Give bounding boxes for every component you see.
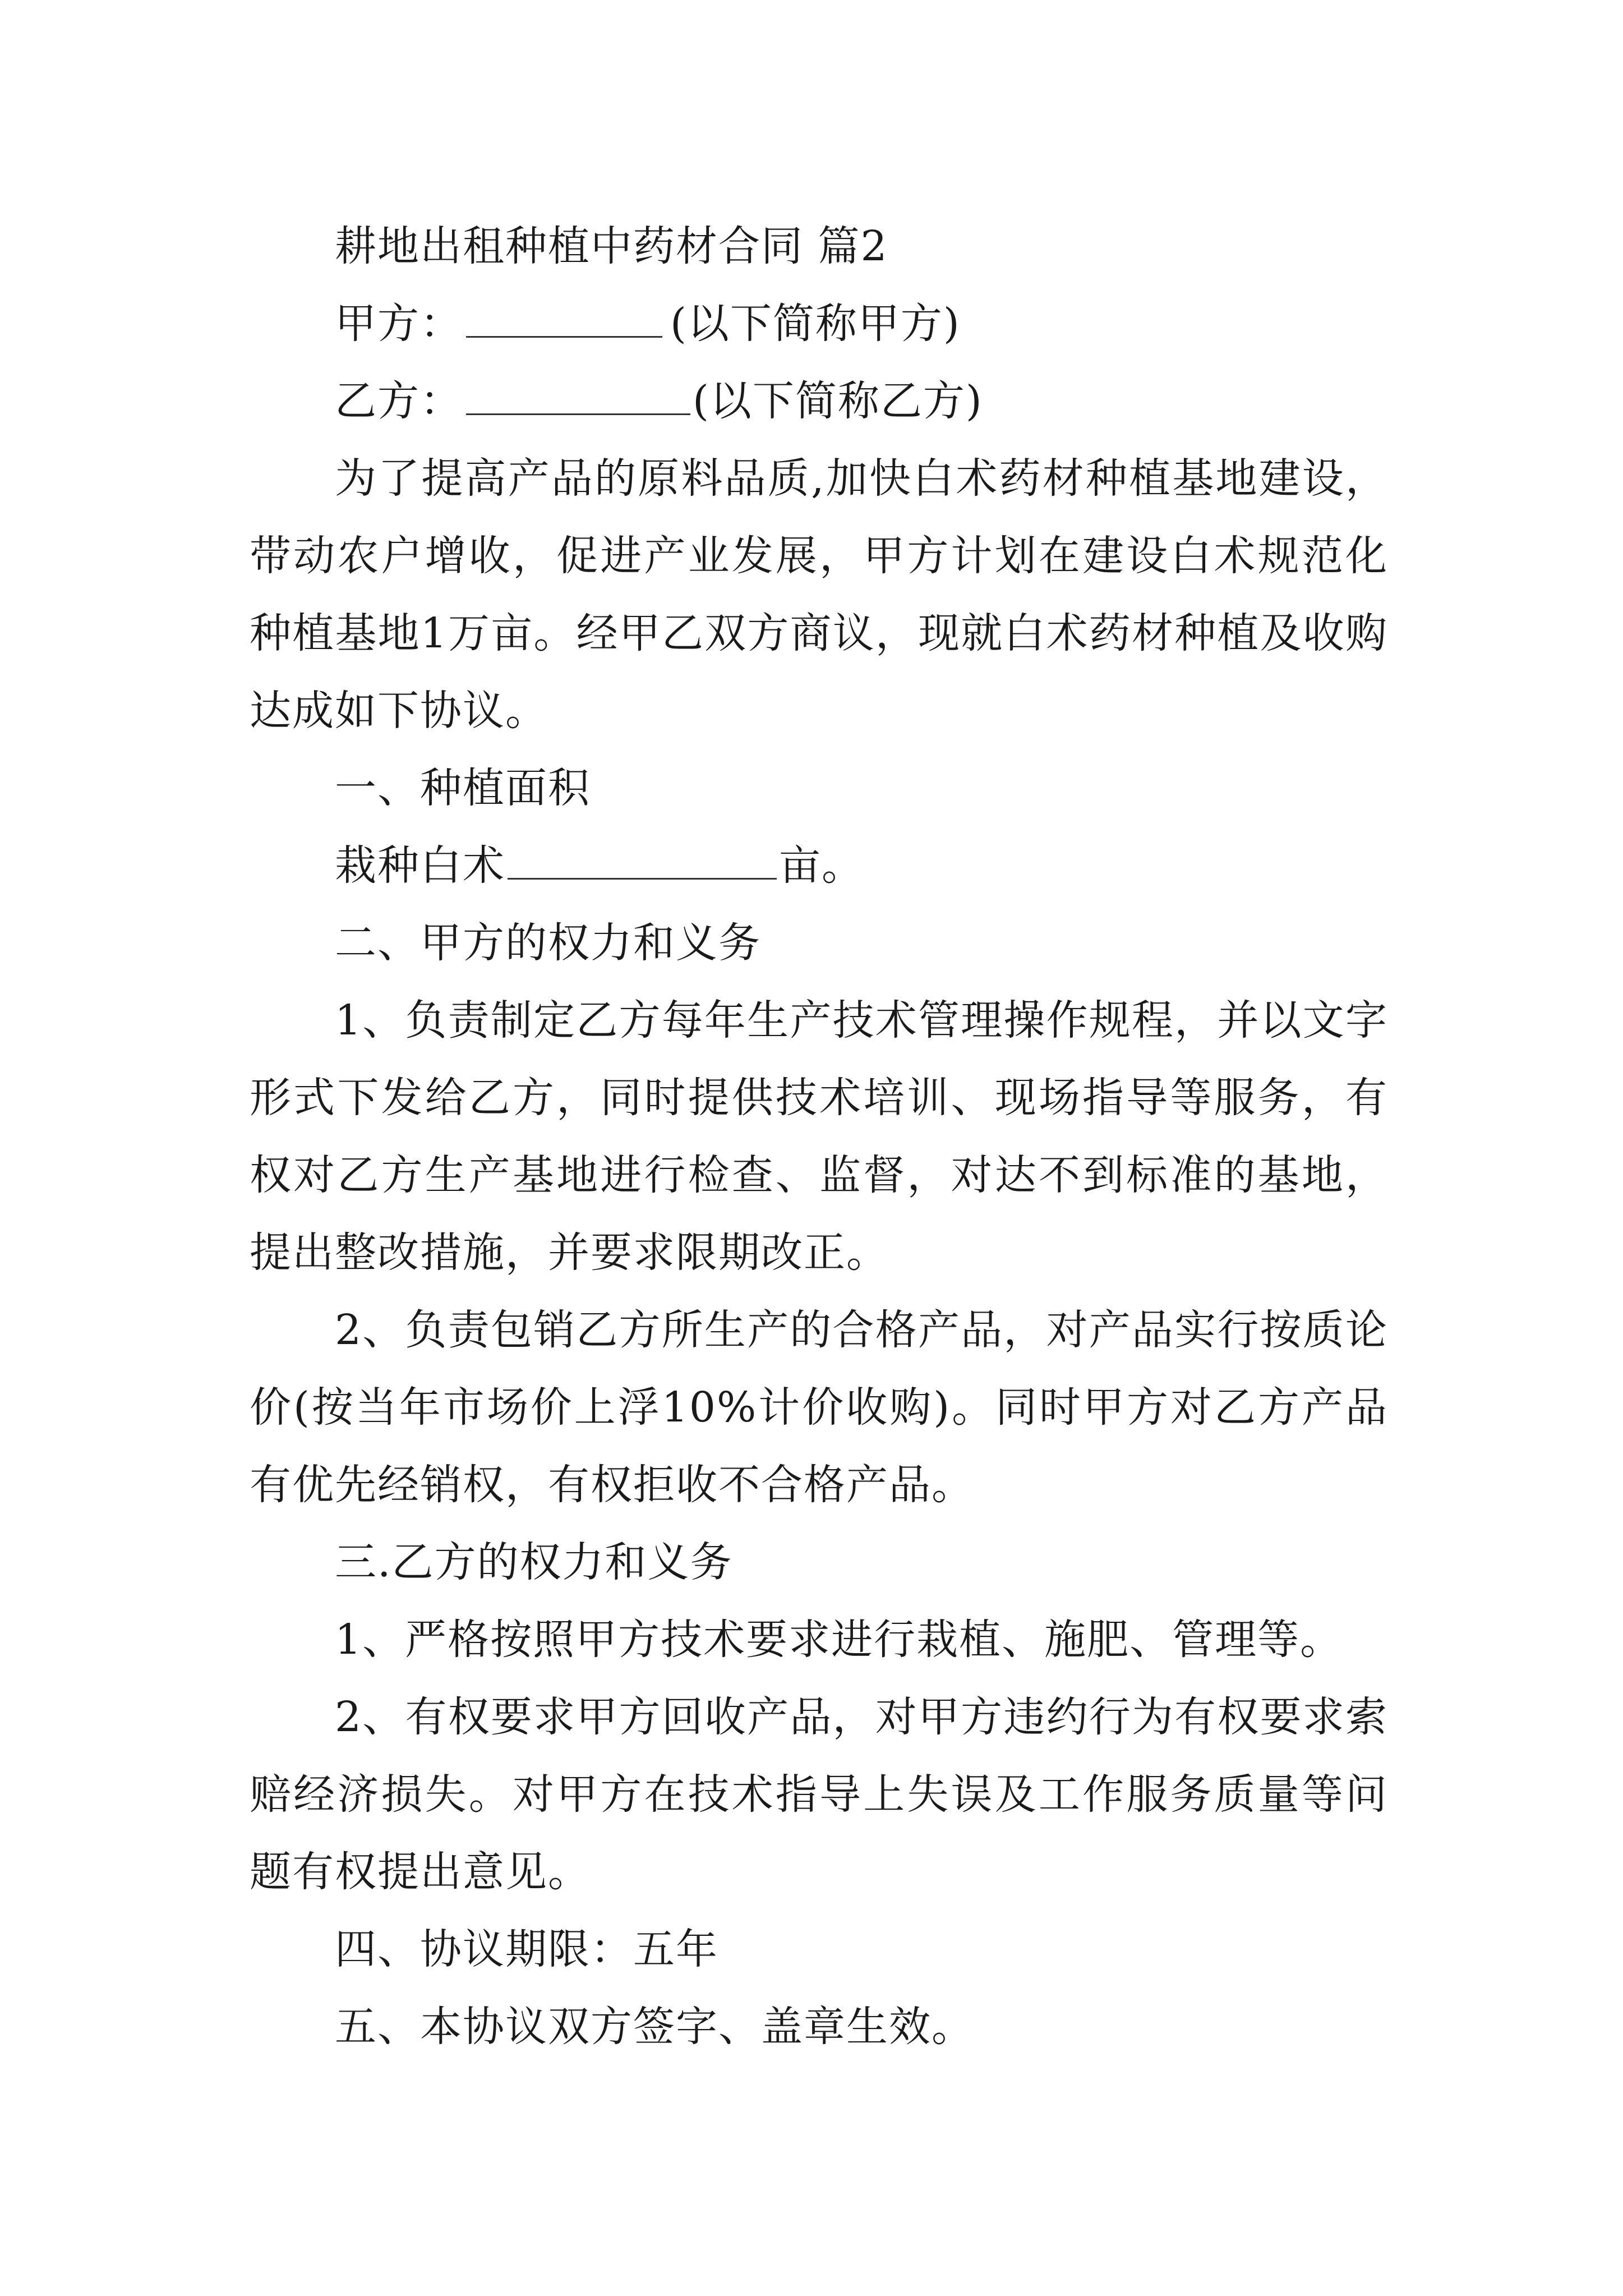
- party-b-suffix: (以下简称乙方): [693, 377, 983, 425]
- party-a-line: [250, 285, 1388, 362]
- planting-area-suffix: 亩。: [779, 841, 864, 890]
- party-b-blank: [466, 372, 690, 415]
- section-2-item-1: 1、负责制定乙方每年生产技术管理操作规程，并以文字形式下发给乙方，同时提供技术培训、现场指导等服务，有权对乙方生产基地进行检查、监督，对达不到标准的基地，提出整改措施，并要求限期改正。: [250, 996, 1388, 1277]
- planting-area-prefix: 栽种白术: [335, 841, 505, 890]
- intro-paragraph: 为了提高产品的原料品质,加快白术药材种植基地建设，带动农户增收，促进产业发展，甲方计划在建设白术规范化种植基地1万亩。经甲乙双方商议，现就白术药材种植及收购达成如下协议。: [250, 454, 1388, 735]
- party-b-label: 乙方：: [335, 377, 463, 425]
- section-1-heading: 一、种植面积: [335, 764, 591, 812]
- section-4-heading: 四、协议期限：五年: [335, 1925, 718, 1973]
- party-a-blank: [466, 295, 662, 338]
- planting-area-blank: [508, 836, 777, 880]
- party-a-suffix: (以下简称甲方): [670, 300, 961, 348]
- contract-body: [250, 208, 1388, 2065]
- section-3-item-2: 2、有权要求甲方回收产品，对甲方违约行为有权要求索赔经济损失。对甲方在技术指导上失误及工作服务质量等问题有权提出意见。: [250, 1693, 1388, 1896]
- party-a-label: 甲方：: [335, 300, 463, 348]
- document-title: 耕地出租种植中药材合同 篇2: [335, 222, 888, 270]
- planting-area-line: [250, 827, 1388, 904]
- section-2-item-2: 2、负责包销乙方所生产的合格产品，对产品实行按质论价(按当年市场价上浮10%计价收购)。同时甲方对乙方产品有优先经销权，有权拒收不合格产品。: [250, 1306, 1388, 1509]
- section-3-heading: 三.乙方的权力和义务: [335, 1538, 733, 1586]
- party-b-line: [250, 362, 1388, 440]
- section-3-item-1: 1、严格按照甲方技术要求进行栽植、施肥、管理等。: [335, 1616, 1343, 1664]
- section-2-heading: 二、甲方的权力和义务: [335, 919, 761, 967]
- section-5-heading: 五、本协议双方签字、盖章生效。: [335, 2003, 974, 2051]
